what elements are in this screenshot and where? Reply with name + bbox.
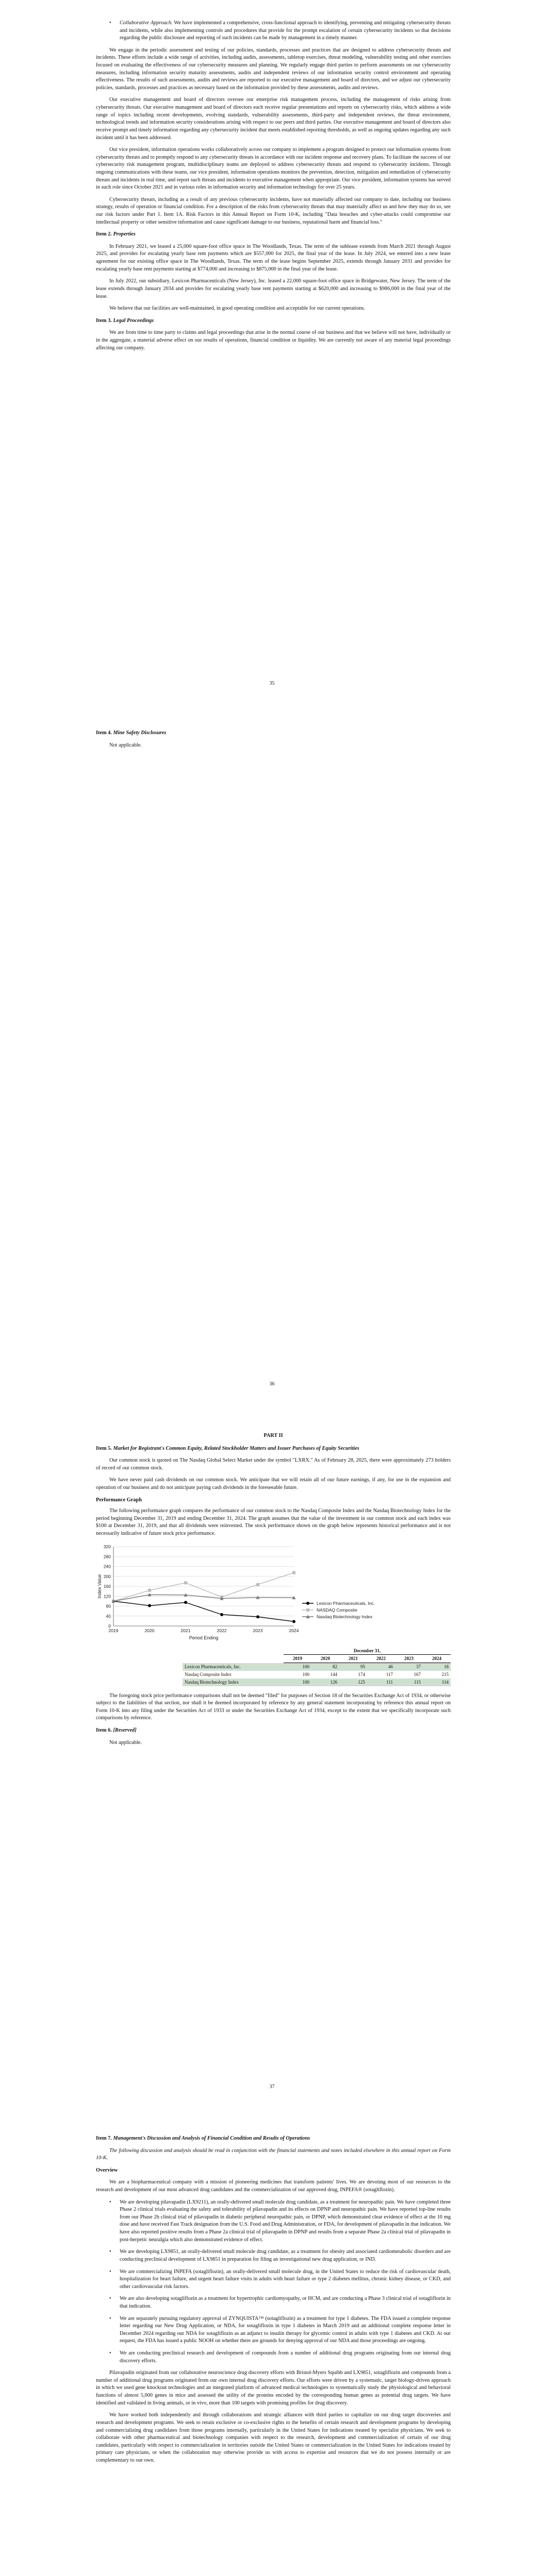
cell-value: 144 — [330, 1672, 337, 1677]
item-title: Management's Discussion and Analysis of Financial Condition and Results of Operations — [113, 2136, 310, 2141]
data-point-series-1 — [220, 1613, 223, 1616]
row-label: Nasdaq Biotechnology Index — [183, 1679, 284, 1686]
x-tick-label: 2022 — [217, 1628, 227, 1633]
y-tick-label: 120 — [103, 1593, 111, 1599]
item-number: Item 5. — [96, 1445, 112, 1451]
cell-value: 18 — [423, 1663, 451, 1671]
cell-value: 46 — [367, 1663, 395, 1671]
page-number: 37 — [269, 2084, 275, 2090]
cell-value: 100 — [302, 1672, 309, 1677]
series-line-1 — [113, 1601, 294, 1621]
item-7-heading — [96, 2135, 451, 2143]
cell-value: 126 — [311, 1679, 339, 1686]
table-caption: December 31, — [284, 1647, 451, 1655]
table-header-year: 2022 — [367, 1655, 395, 1663]
cell-value: 114 — [423, 1679, 451, 1686]
paragraph: We believe that our facilities are well-maintained, in good operating condition and acceptable for our current operations. — [109, 306, 366, 312]
bullet-text: We are also developing sotagliflozin as a treatment for hypertrophic cardiomyopathy, or HCM, and are conducting a Phase 3 clinical trial of sotagliflozin in that indication. — [120, 2296, 451, 2309]
cell-value: 82 — [311, 1663, 339, 1671]
bullet-dot: • — [109, 2199, 111, 2205]
legend-label: NASDAQ Composite — [317, 1607, 357, 1613]
item-4-heading — [96, 730, 451, 737]
page-36-content — [96, 730, 451, 754]
row-label: Lexicon Pharmaceuticals, Inc. — [183, 1663, 284, 1671]
legend-marker — [306, 1608, 309, 1612]
y-tick-label: 280 — [103, 1553, 111, 1559]
row-label: Nasdaq Composite Index — [185, 1672, 232, 1677]
cell-value: 37 — [395, 1663, 423, 1671]
cell-value: 215 — [441, 1672, 449, 1677]
table-header-year: 2023 — [395, 1655, 423, 1663]
performance-graph-heading: Performance Graph — [96, 1497, 142, 1503]
y-tick-label: 80 — [106, 1603, 111, 1609]
bullet-item — [96, 2315, 451, 2345]
data-point-series-2 — [184, 1581, 187, 1584]
y-tick-label: 240 — [103, 1564, 111, 1569]
table-header-year: 2024 — [423, 1655, 451, 1663]
item-title: Mine Safety Disclosures — [113, 730, 167, 736]
paragraph: In February 2021, we leased a 25,000 square-foot office space in The Woodlands, Texas. The term of the sublease extends from March 2021 through August 2025, and provides for escalating yearly base rent payments which are $557,000 for 2025, the final year of the lease. In July 2024, we entered into a new lease agreement for our existing office space in The Woodlands, Texas. The term of the lease begins September 2025, extends through January 2031 and provides for escalating yearly base rent payments starting at $774,000 and increasing to $875,000 in the final year of the lease. — [96, 243, 451, 272]
item-5-heading — [96, 1445, 451, 1453]
bullet-item — [96, 2350, 451, 2365]
table-corner — [183, 1647, 284, 1655]
bullet-item — [96, 2295, 451, 2310]
bullet-text: We are developing pilavapadin (LX9211), an orally-delivered small molecule drug candidate, as a treatment for neuropathic pain. We have completed three Phase 2 clinical trials evaluating the safety and tolerability of pilavapadin and its effects on DPNP and neuropathic pain. We have reported top-line results from our Phase 2b clinical trial of pilavapadin in diabetic peripheral neuropathic pain, or DPNP, which demonstrated clear evidence of effect at the 10 mg dose and have received Fast Track designation from the U.S. Food and Drug Administration, or FDA, for development of pilavapadin in that indication. We have also reported positive results from a Phase 2a clinical trial of pilavapadin in DPNP and results from a separate Phase 2a clinical trial of pilavapadin in post-herpetic neuralgia which also demonstrated evidence of effect. — [120, 2199, 451, 2243]
series-line-3 — [113, 1595, 294, 1601]
performance-table — [183, 1647, 451, 1686]
paragraph: We are a biopharmaceutical company with a mission of pioneering medicines that transform patients' lives. We are devoting most of our resources to the research and development of our most advanced drug candidates and the commercialization of our approved drug, INPEFA® (sotagliflozin). — [96, 2179, 451, 2193]
paragraph: Not applicable. — [109, 1739, 142, 1745]
paragraph: Not applicable. — [109, 742, 142, 748]
item-number: Item 2. — [96, 231, 112, 238]
data-point-series-1 — [148, 1604, 151, 1607]
data-point-series-2 — [148, 1588, 151, 1591]
y-tick-label: 0 — [108, 1623, 111, 1629]
cell-value: 117 — [386, 1672, 393, 1677]
item-number: Item 6. — [96, 1727, 112, 1733]
bullet-dot: • — [109, 20, 111, 26]
bullet-dot: • — [109, 2315, 111, 2321]
paragraph: The following performance graph compares the performance of our common stock to the Nasdaq Composite Index and the Nasdaq Biotechnology Index for the period beginning December 31, 2019 and ending December 31, 2024. The graph assumes that the value of the investment in our common stock and each index was $100 at December 31, 2019, and that all dividends were reinvested. The stock performance shown on the graph below represents historical performance and is not necessarily indicative of future stock price performance. — [96, 1508, 451, 1537]
cell-value: 167 — [414, 1672, 421, 1677]
page-number: 35 — [269, 681, 275, 686]
paragraph: The foregoing stock price performance comparisons shall not be deemed "filed" for purposes of Section 18 of the Securities Exchange Act of 1934, or otherwise subject to the liabilities of that section, nor shall it be deemed incorporated by reference by any general statement incorporating by reference this annual report on Form 10-K into any filing under the Securities Act of 1933 or under the Securities Exchange Act of 1934, except to the extent that we specifically incorporate such comparisons by reference. — [96, 1692, 451, 1721]
paragraph: We engage in the periodic assessment and testing of our policies, standards, processes and practices that are designed to address cybersecurity threats and incidents. These efforts include a wide range of activities, including audits, assessments, tabletop exercises, threat modeling, vulnerability testing and other exercises focused on evaluating the effectiveness of our cybersecurity measures and planning. We regularly engage third parties to perform assessments on our cybersecurity measures, including information security maturity assessments, audits and independent reviews of our information security control environment and operating effectiveness. The results of such assessments, audits and reviews are reported to our executive management and board of directors, and we adjust our cybersecurity policies, standards, processes and practices as necessary based on the information provided by these assessments, audits and reviews. — [96, 47, 451, 91]
data-point-series-1 — [292, 1620, 295, 1623]
paragraph: We are from time to time party to claims and legal proceedings that arise in the normal course of our business and that we believe will not have, individually or in the aggregate, a material adverse effect on our results of operations, financial condition or liquidity. We are currently not aware of any material legal proceedings affecting our company. — [96, 330, 451, 351]
table-header-year: 2020 — [311, 1655, 339, 1663]
bullet-collaborative-approach — [96, 20, 451, 42]
x-axis-title: Period Ending — [189, 1635, 219, 1640]
collab-text: We have implemented a comprehensive, cross-functional approach to identifying, preventing and mitigating cybersecurity threats and incidents, while also implementing controls and procedures that provide for the prompt escalation of certain cybersecurity incidents so that decisions regarding the public disclosure and reporting of such incidents can be made by management in a timely manner. — [120, 20, 451, 41]
data-point-series-1 — [184, 1601, 187, 1604]
x-tick-label: 2023 — [253, 1628, 263, 1633]
table-row — [183, 1679, 451, 1686]
paragraph: We have worked both independently and through collaborations and strategic alliances with third parties to capitalize on our drug target discoveries and research and development programs. We seek to retain exclusive or co-exclusive rights to the benefits of certain research and development programs by developing and commercializing drug candidates from those programs internally, particularly in the United States for indications treated by specialist physicians. We seek to collaborate with other pharmaceutical and biotechnology companies with respect to the research, development and commercialization of certain of our drug candidates, particularly with respect to commercialization in territories outside the United States or commercialization in the United States for indications treated by primary care physicians, or when the collaboration may otherwise provide us with access to expertise and resources that we do not possess internally or are complementary to our own. — [96, 2412, 451, 2463]
performance-chart — [96, 1543, 451, 1643]
paragraph: We have never paid cash dividends on our common stock. We anticipate that we will retain all of our future earnings, if any, for use in the expansion and operation of our business and do not anticipate paying cash dividends in the foreseeable future. — [96, 1477, 451, 1491]
paragraph: Our common stock is quoted on The Nasdaq Global Select Market under the symbol "LXRX." As of February 28, 2025, there were approximately 273 holders of record of our common stock. — [96, 1458, 451, 1471]
y-axis-title: Index Value — [97, 1574, 102, 1599]
bullet-item — [96, 2199, 451, 2244]
cell-value: 111 — [367, 1679, 395, 1686]
collab-label: Collaborative Approach. — [120, 20, 173, 26]
paragraph: Pilavapadin originated from our collaborative neuroscience drug discovery efforts with Bristol-Myers Squibb and LX9851, sotagliflozin and compounds from a number of additional drug programs originated from our own internal drug discovery efforts. Our efforts were driven by a systematic, target biology-driven approach in which we used gene knockout technologies and an integrated platform of advanced medical technologies to systematically study the physiological and behavioral functions of almost 5,000 genes in mice and assessed the utility of the proteins encoded by the corresponding human genes as potential drug targets. We have identified and validated in living animals, or in vivo, more than 100 targets with promising profiles for drug discovery. — [96, 2370, 451, 2406]
legend-label: Nasdaq Biotechnology Index — [317, 1614, 373, 1619]
bullet-dot: • — [109, 2350, 111, 2357]
item-title: Properties — [113, 231, 136, 238]
cell-value: 125 — [339, 1679, 367, 1686]
data-point-series-2 — [292, 1571, 295, 1574]
page-35 — [0, 0, 544, 703]
bullet-item — [96, 2248, 451, 2263]
bullet-text: We are commercializing INPEFA (sotagliflozin), an orally-delivered small molecule drug, in the United States to reduce the risk of cardiovascular death, hospitalization for heart failure, and urgent heart failure visits in adults with heart failure or type 2 diabetes mellitus, chronic kidney disease, or CKD, and other cardiovascular risk factors. — [120, 2268, 451, 2290]
data-point-series-2 — [256, 1583, 259, 1586]
item-2-heading — [96, 231, 451, 239]
table-row — [183, 1671, 451, 1679]
paragraph: In July 2022, our subsidiary, Lexicon Pharmaceuticals (New Jersey), Inc. leased a 22,000 square-foot office space in Bridgewater, New Jersey. The term of the lease extends through January 2034 and provides for escalating yearly base rent payments starting at $620,000 and increasing to $986,000 in the final year of the lease. — [96, 278, 451, 299]
cell-value: 100 — [284, 1679, 311, 1686]
bullet-dot: • — [109, 2268, 111, 2275]
overview-heading: Overview — [96, 2167, 118, 2173]
item-6-heading — [96, 1727, 451, 1735]
cell-value: 174 — [358, 1672, 365, 1677]
page-37 — [0, 1405, 544, 2108]
intro-paragraph: The following discussion and analysis should be read in conjunction with the financial statements and notes included elsewhere in this annual report on Form 10-K. — [96, 2147, 451, 2161]
x-tick-label: 2024 — [289, 1628, 299, 1633]
item-title: Legal Proceedings — [113, 317, 154, 324]
legend-marker — [306, 1602, 309, 1605]
y-tick-label: 320 — [103, 1544, 111, 1549]
cell-value: 100 — [284, 1663, 311, 1671]
table-header-year: 2021 — [339, 1655, 367, 1663]
y-tick-label: 40 — [106, 1613, 111, 1619]
paragraph: Our vice president, information operations works collaboratively across our company to implement a program designed to protect our information systems from cybersecurity threats and to promptly respond to any cybersecurity threats in accordance with our incident response and recovery plans. To facilitate the success of our cybersecurity risk management program, multidisciplinary teams are deployed to address cybersecurity threats and respond to cybersecurity incidents. Through ongoing communications with these teams, our vice president, information operations monitors the prevention, detection, mitigation and remediation of cybersecurity threats and incidents in real time, and report such threats and incidents to executive management when appropriate. Our vice president, information systems has served in such role since October 2021 and in various roles in information security and information technology for over 25 years. — [96, 147, 451, 191]
bullet-dot: • — [109, 2249, 111, 2255]
bullet-text: We are developing LX9851, an orally-delivered small molecule drug candidate, as a treatment for obesity and associated cardiometabolic disorders and are conducting preclinical development of LX9851 in preparation for filing an investigational new drug application, or IND. — [120, 2249, 451, 2262]
bullet-text: We are separately pursuing regulatory approval of ZYNQUISTA™ (sotagliflozin) as a treatment for type 1 diabetes. The FDA issued a complete response letter regarding our New Drug Application, or NDA, for sotagliflozin in type 1 diabetes in March 2019 and an additional complete response letter in December 2024 regarding our NDA for sotagliflozin as an adjunct to insulin therapy for glycemic control in adults with type 1 diabetes and CKD. At our request, the FDA has issued a public NOOH on whether there are grounds for denying approval of our NDA and those proceedings are ongoing. — [120, 2315, 451, 2344]
page-35-content — [96, 20, 451, 357]
y-tick-label: 160 — [103, 1583, 111, 1589]
item-number: Item 3. — [96, 317, 112, 324]
cell-value: 115 — [395, 1679, 423, 1686]
table-header-row — [183, 1655, 451, 1663]
bullet-dot: • — [109, 2296, 111, 2302]
item-title: Market for Registrant's Common Equity, Related Stockholder Matters and Issuer Purchases of Equity Securities — [113, 1445, 359, 1451]
page-38 — [0, 2108, 544, 2576]
paragraph: Our executive management and board of directors oversee our enterprise risk management process, including the management of risks arising from cybersecurity threats. Our executive management and board of directors each receive regular presentations and reports on cybersecurity risks, which address a wide range of topics including recent developments, evolving standards, vulnerability assessments, third-party and independent reviews, the threat environment, technological trends and information security considerations arising with respect to our peers and third parties. Our executive management and board of directors also receive prompt and timely information regarding any cybersecurity incident that meets established reporting thresholds, as well as ongoing updates regarding any such incident until it has been addressed. — [96, 97, 451, 141]
paragraph: Cybersecurity threats, including as a result of any previous cybersecurity incidents, have not materially affected our company to date, including our business strategy, results of operation or financial condition. For a description of the risks from cybersecurity threats that may materially affect us and how they may do so, see our risk factors under Part 1. Item 1A. Risk Factors in this Annual Report on Form 10-K, including "Data breaches and cyber-attacks could compromise our intellectual property or other sensitive information and cause significant damage to our business, reputational harm and financial loss." — [96, 196, 451, 225]
page-36 — [0, 703, 544, 1405]
cell-value: 95 — [339, 1663, 367, 1671]
bullet-item — [96, 2268, 451, 2291]
page-37-content — [96, 1432, 451, 1751]
table-header-blank — [183, 1655, 284, 1663]
bullet-text: We are conducting preclinical research and development of compounds from a number of additional drug programs originating from our internal drug discovery efforts. — [120, 2350, 451, 2364]
part-title: PART II — [263, 1433, 283, 1438]
item-title: [Reserved] — [113, 1727, 137, 1733]
x-tick-label: 2021 — [180, 1628, 191, 1633]
page-number: 36 — [269, 1381, 275, 1387]
x-tick-label: 2019 — [108, 1628, 119, 1633]
y-tick-label: 200 — [103, 1573, 111, 1579]
item-number: Item 4. — [96, 730, 112, 736]
table-row — [183, 1663, 451, 1671]
legend-label: Lexicon Pharmaceuticals, Inc. — [317, 1600, 375, 1606]
page-38-content — [96, 2135, 451, 2469]
item-3-heading — [96, 317, 451, 325]
data-point-series-1 — [256, 1615, 259, 1618]
x-tick-label: 2020 — [144, 1628, 155, 1633]
item-number: Item 7. — [96, 2136, 112, 2141]
table-header-year: 2019 — [284, 1655, 311, 1663]
